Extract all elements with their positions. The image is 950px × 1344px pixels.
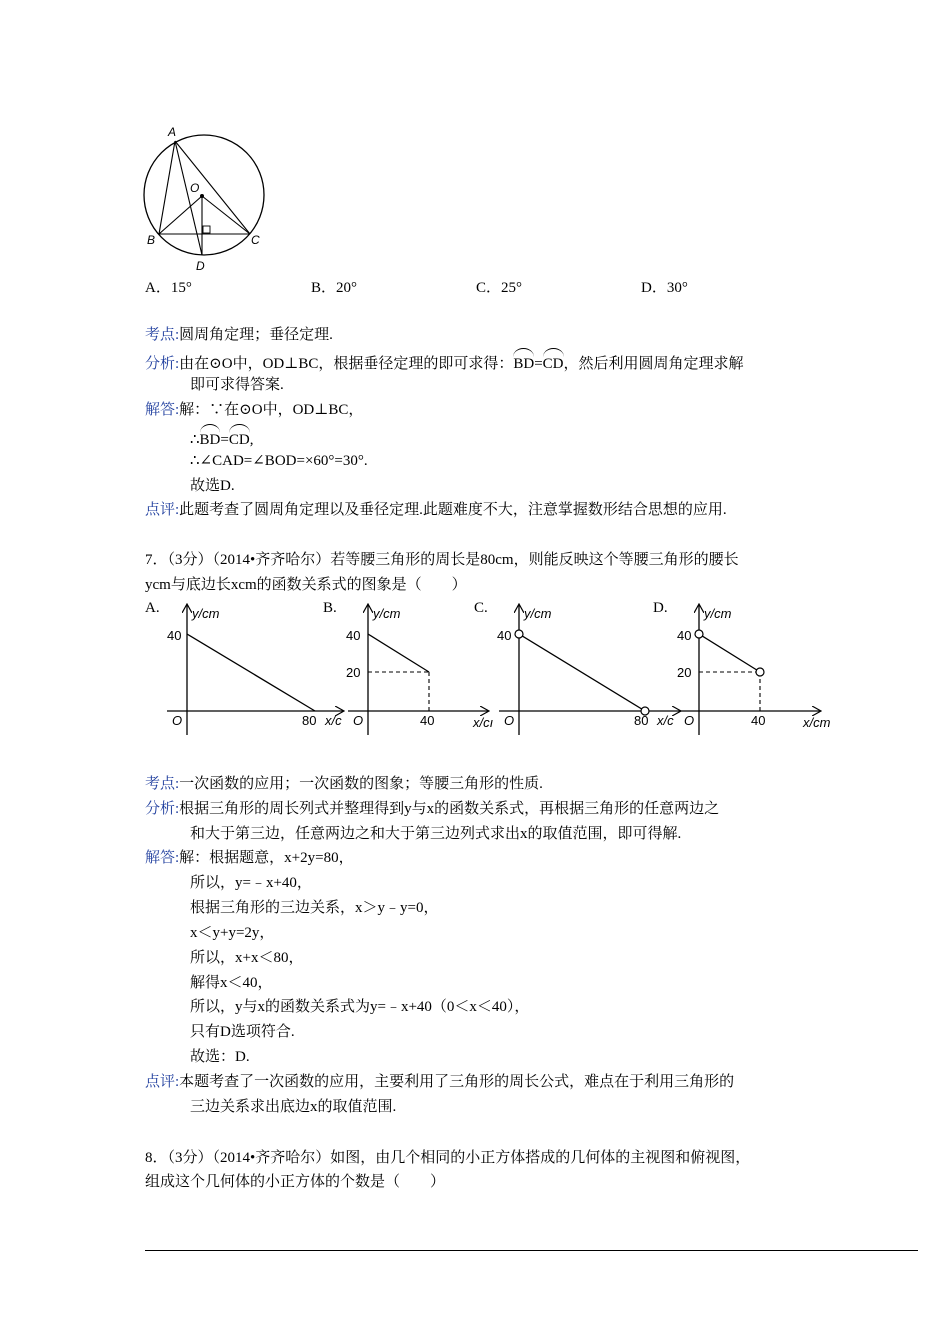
q7-option-b-label: B. bbox=[323, 600, 337, 616]
jieda-comma: , bbox=[249, 432, 254, 448]
chord-ab bbox=[159, 141, 175, 234]
arc-cd: CD bbox=[543, 350, 564, 374]
q8-stem-line1: 8．（3分）（2014•齐齐哈尔）如图，由几个相同的小正方体搭成的几何体的主视图和俯视图， bbox=[145, 1150, 751, 1166]
x-axis-label: x/cm bbox=[803, 715, 831, 730]
fenxi-text2: ，然后利用圆周角定理求解 bbox=[563, 356, 744, 372]
tick-80: 80 bbox=[302, 713, 317, 728]
tick-40: 40 bbox=[346, 628, 361, 643]
jieda-line-2: 所以，y=﹣x+40， bbox=[190, 875, 312, 891]
tick-20: 20 bbox=[346, 665, 361, 680]
kaodian-text: 一次函数的应用；一次函数的图象；等腰三角形的性质. bbox=[179, 776, 543, 792]
label-d: D bbox=[196, 259, 205, 273]
jieda-line-5: 所以，x+x＜80， bbox=[190, 950, 304, 966]
graph-c bbox=[496, 600, 686, 740]
tick-40-x: 40 bbox=[420, 713, 435, 728]
q6-option-b: B．20° bbox=[311, 280, 358, 296]
q6-dianping bbox=[145, 500, 727, 520]
q6-jieda-line3: ∴∠CAD=∠BOD=×60°=30°. bbox=[190, 453, 368, 469]
x-axis-label: x/c bbox=[325, 713, 342, 728]
origin-label: O bbox=[684, 713, 695, 728]
jieda-label: 解答: bbox=[145, 402, 180, 418]
q7-kaodian bbox=[145, 774, 543, 794]
graph-line bbox=[519, 634, 645, 711]
q6-option-a: A．15° bbox=[145, 280, 192, 296]
kaodian-text: 圆周角定理；垂径定理. bbox=[179, 327, 333, 343]
y-axis-label: y/cm bbox=[192, 606, 220, 621]
open-point-40 bbox=[695, 630, 703, 638]
arc-bd: BD bbox=[513, 350, 534, 374]
graph-line bbox=[368, 634, 429, 672]
tick-40-x: 40 bbox=[751, 713, 766, 728]
footer-rule bbox=[145, 1250, 918, 1251]
segment-oc bbox=[202, 196, 250, 234]
q7-dianping bbox=[145, 1072, 734, 1092]
jieda-line-8: 只有D选项符合. bbox=[190, 1024, 295, 1040]
x-axis-label: x/c bbox=[657, 713, 674, 728]
tick-40: 40 bbox=[167, 628, 182, 643]
q6-fenxi bbox=[145, 350, 744, 374]
q7-option-d-label: D. bbox=[653, 600, 668, 616]
q6-kaodian bbox=[145, 325, 333, 345]
label-o: O bbox=[190, 181, 200, 195]
dianping-label: 点评: bbox=[145, 502, 180, 518]
q7-stem-line1: 7．（3分）（2014•齐齐哈尔）若等腰三角形的周长是80cm，则能反映这个等腰三角形的腰长 bbox=[145, 552, 739, 568]
circle-o bbox=[144, 135, 264, 255]
arc-cd-2: CD bbox=[229, 426, 250, 450]
graph-d bbox=[675, 600, 840, 740]
graph-b bbox=[343, 600, 503, 740]
q6-jieda-line4: 故选D. bbox=[190, 478, 235, 494]
graph-a bbox=[165, 600, 345, 740]
jieda-line-9: 故选：D. bbox=[190, 1049, 250, 1065]
jieda-line-6: 解得x＜40， bbox=[190, 975, 273, 991]
jieda-eq: = bbox=[220, 432, 229, 448]
q8-stem-line2: 组成这个几何体的小正方体的个数是（ ） bbox=[145, 1174, 446, 1190]
open-point-40 bbox=[515, 630, 523, 638]
q7-fenxi bbox=[145, 799, 719, 819]
jieda-line-4: x＜y+y=2y， bbox=[190, 925, 275, 941]
label-a: A bbox=[168, 125, 177, 139]
q6-fenxi-cont: 即可求得答案. bbox=[190, 377, 284, 393]
label-c: C bbox=[251, 233, 260, 247]
kaodian-label: 考点: bbox=[145, 776, 180, 792]
label-b: B bbox=[147, 233, 156, 247]
fenxi-label: 分析: bbox=[145, 801, 180, 817]
y-axis-label: y/cm bbox=[704, 606, 732, 621]
fenxi-text1: 根据三角形的周长列式并整理得到y与x的函数关系式，再根据三角形的任意两边之 bbox=[179, 801, 720, 817]
q7-jieda bbox=[145, 848, 354, 868]
origin-label: O bbox=[504, 713, 515, 728]
origin-label: O bbox=[353, 713, 364, 728]
jieda-line-7: 所以，y与x的函数关系式为y=﹣x+40（0＜x＜40）， bbox=[190, 999, 530, 1015]
tick-40: 40 bbox=[677, 628, 692, 643]
jieda-line1: 解：∵在⊙O中，OD⊥BC， bbox=[179, 402, 364, 418]
dianping-label: 点评: bbox=[145, 1074, 180, 1090]
dianping-text1: 本题考查了一次函数的应用，主要利用了三角形的周长公式，难点在于利用三角形的 bbox=[179, 1074, 735, 1090]
center-dot bbox=[200, 194, 204, 198]
q7-stem-line2: ycm与底边长xcm的函数关系式的图象是（ ） bbox=[145, 577, 467, 593]
graph-line bbox=[187, 634, 315, 711]
q6-jieda bbox=[145, 400, 363, 420]
tick-80: 80 bbox=[634, 713, 649, 728]
circle-figure bbox=[138, 120, 273, 275]
kaodian-label: 考点: bbox=[145, 327, 180, 343]
q6-jieda-line2 bbox=[190, 426, 253, 450]
fenxi-text1: 由在⊙O中，OD⊥BC，根据垂径定理的即可求得： bbox=[179, 356, 514, 372]
q7-option-a-label: A. bbox=[145, 600, 160, 616]
jieda-label: 解答: bbox=[145, 850, 180, 866]
tick-20: 20 bbox=[677, 665, 692, 680]
jieda-line-3: 根据三角形的三边关系，x＞y﹣y=0， bbox=[190, 900, 439, 916]
fenxi-label: 分析: bbox=[145, 356, 180, 372]
q7-dianping-cont: 三边关系求出底边x的取值范围. bbox=[190, 1099, 397, 1115]
therefore-sign: ∴ bbox=[190, 432, 200, 448]
q7-fenxi-cont: 和大于第三边，任意两边之和大于第三边列式求出x的取值范围，即可得解. bbox=[190, 826, 682, 842]
jieda-line-1: 解：根据题意，x+2y=80， bbox=[179, 850, 354, 866]
y-axis-label: y/cm bbox=[524, 606, 552, 621]
dianping-text: 此题考查了圆周角定理以及垂径定理.此题难度不大，注意掌握数形结合思想的应用. bbox=[179, 502, 727, 518]
q7-option-c-label: C. bbox=[474, 600, 488, 616]
origin-label: O bbox=[172, 713, 183, 728]
q6-option-c: C．25° bbox=[476, 280, 523, 296]
x-axis-label: x/cı bbox=[473, 715, 494, 730]
right-angle-mark bbox=[203, 226, 210, 233]
arc-bd-2: BD bbox=[200, 426, 221, 450]
q6-option-d: D．30° bbox=[641, 280, 688, 296]
fenxi-eq: = bbox=[534, 356, 543, 372]
open-point-20 bbox=[756, 668, 764, 676]
tick-40: 40 bbox=[497, 628, 512, 643]
graph-line bbox=[699, 634, 760, 672]
y-axis-label: y/cm bbox=[373, 606, 401, 621]
